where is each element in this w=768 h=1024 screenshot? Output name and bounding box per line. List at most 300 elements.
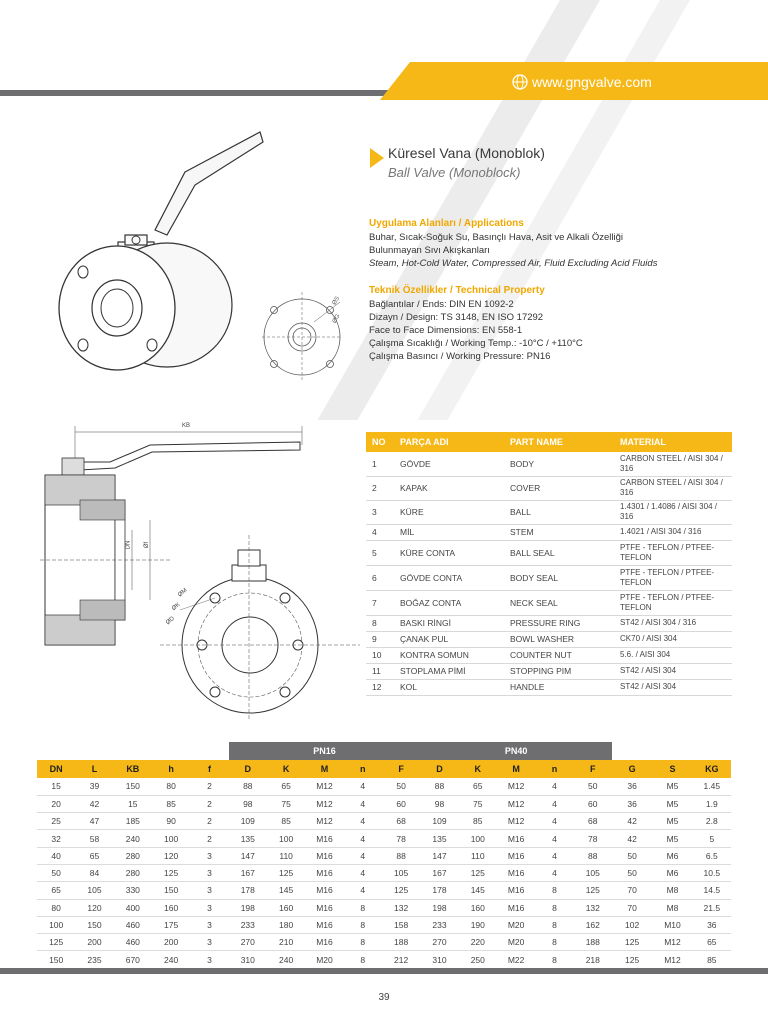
dims-cell: 4 xyxy=(344,778,382,795)
dims-cell: M20 xyxy=(497,934,535,951)
part-name-tr: KAPAK xyxy=(394,476,504,500)
dims-col-header: F xyxy=(382,760,420,778)
dims-cell: 85 xyxy=(459,813,497,830)
dims-cell: 212 xyxy=(382,951,420,968)
group-header-row xyxy=(37,742,731,760)
dims-cell: 240 xyxy=(114,830,152,847)
dims-cell: M12 xyxy=(497,778,535,795)
dimensions-table xyxy=(37,742,731,969)
part-name-tr: KOL xyxy=(394,679,504,695)
dims-cell: M8 xyxy=(652,882,692,899)
part-name-en: COVER xyxy=(504,476,614,500)
dims-cell: 109 xyxy=(420,813,458,830)
dims-cell: 160 xyxy=(152,899,190,916)
parts-row xyxy=(366,663,732,679)
dims-cell: 240 xyxy=(152,951,190,968)
dims-cell: 88 xyxy=(382,847,420,864)
dims-cell: 4 xyxy=(535,847,573,864)
dims-cell: 8 xyxy=(535,882,573,899)
dims-cell: 88 xyxy=(574,847,612,864)
dims-cell: 8 xyxy=(344,916,382,933)
dims-cell: M16 xyxy=(305,830,343,847)
dims-cell: 4 xyxy=(535,778,573,795)
dims-col-header: n xyxy=(344,760,382,778)
dims-cell: M12 xyxy=(497,813,535,830)
dims-cell: 2 xyxy=(190,813,228,830)
dims-cell: 80 xyxy=(152,778,190,795)
part-no: 12 xyxy=(366,679,394,695)
dims-cell: 21.5 xyxy=(693,899,731,916)
label-dn: DN xyxy=(125,540,132,550)
dims-cell: 68 xyxy=(574,813,612,830)
dims-cell: 218 xyxy=(574,951,612,968)
dims-col-header: K xyxy=(459,760,497,778)
dims-cell: 6.5 xyxy=(693,847,731,864)
dims-cell: M16 xyxy=(497,864,535,881)
dims-col-header: F xyxy=(574,760,612,778)
dims-cell: 4 xyxy=(344,882,382,899)
dims-cell: 65 xyxy=(459,778,497,795)
dims-cell: 198 xyxy=(229,899,267,916)
dims-cell: 125 xyxy=(267,864,305,881)
dims-cell: 42 xyxy=(75,795,113,812)
dims-cell: 47 xyxy=(75,813,113,830)
dims-cell: 84 xyxy=(75,864,113,881)
part-name-en: PRESSURE RING xyxy=(504,615,614,631)
part-name-tr: ÇANAK PUL xyxy=(394,631,504,647)
dims-cell: 15 xyxy=(114,795,152,812)
section-drawing xyxy=(40,420,360,720)
col-part-tr: PARÇA ADI xyxy=(394,432,504,452)
dims-cell: 3 xyxy=(190,847,228,864)
part-name-tr: BOĞAZ CONTA xyxy=(394,590,504,615)
label-ds: ØS xyxy=(331,295,342,307)
part-name-tr: KÜRE CONTA xyxy=(394,540,504,565)
dims-cell: 75 xyxy=(267,795,305,812)
dims-cell: M20 xyxy=(305,951,343,968)
dims-cell: M16 xyxy=(305,934,343,951)
dims-row xyxy=(37,882,731,899)
dims-row xyxy=(37,795,731,812)
dims-cell: M16 xyxy=(305,916,343,933)
applications-line-3: Steam, Hot-Cold Water, Compressed Air, Fluid Excluding Acid Fluids xyxy=(369,258,658,269)
dims-cell: 167 xyxy=(420,864,458,881)
dims-cell: 4 xyxy=(535,830,573,847)
part-name-tr: KONTRA SOMUN xyxy=(394,647,504,663)
dims-cell: M12 xyxy=(497,795,535,812)
dims-cell: 4 xyxy=(535,864,573,881)
part-no: 6 xyxy=(366,565,394,590)
dims-cell: 65 xyxy=(693,934,731,951)
dims-cell: M12 xyxy=(305,778,343,795)
technical-line: Çalışma Sıcaklığı / Working Temp.: -10°C / +110°C xyxy=(369,338,583,349)
dims-cell: 3 xyxy=(190,899,228,916)
dims-cell: 178 xyxy=(420,882,458,899)
dims-cell: 8 xyxy=(535,899,573,916)
dims-cell: 250 xyxy=(459,951,497,968)
part-name-tr: GÖVDE xyxy=(394,452,504,476)
technical-line: Bağlantılar / Ends: DIN EN 1092-2 xyxy=(369,299,514,310)
dims-row xyxy=(37,813,731,830)
dims-cell: 150 xyxy=(114,778,152,795)
dims-header-row xyxy=(37,760,731,778)
dims-col-header: D xyxy=(420,760,458,778)
dims-cell: 8 xyxy=(535,916,573,933)
dims-cell: 280 xyxy=(114,864,152,881)
dims-cell: 105 xyxy=(574,864,612,881)
applications-line-2: Bulunmayan Sıvı Akışkanları xyxy=(369,245,490,256)
parts-table-header xyxy=(366,432,732,452)
dims-row xyxy=(37,951,731,968)
dims-cell: 42 xyxy=(612,830,652,847)
dims-cell: 132 xyxy=(574,899,612,916)
dims-cell: 120 xyxy=(152,847,190,864)
dims-col-header: G xyxy=(612,760,652,778)
dims-cell: 58 xyxy=(75,830,113,847)
dims-cell: 670 xyxy=(114,951,152,968)
dims-cell: 132 xyxy=(382,899,420,916)
dims-cell: 70 xyxy=(612,882,652,899)
dims-cell: 105 xyxy=(75,882,113,899)
dims-cell: 270 xyxy=(229,934,267,951)
part-material: CK70 / AISI 304 xyxy=(614,631,732,647)
dims-cell: 10.5 xyxy=(693,864,731,881)
label-kb: KB xyxy=(182,423,191,429)
dims-cell: 1.45 xyxy=(693,778,731,795)
dims-row xyxy=(37,916,731,933)
dims-cell: 4 xyxy=(535,813,573,830)
dims-cell: 36 xyxy=(612,778,652,795)
parts-row xyxy=(366,647,732,663)
dims-row xyxy=(37,864,731,881)
part-name-tr: KÜRE xyxy=(394,500,504,524)
part-name-tr: GÖVDE CONTA xyxy=(394,565,504,590)
title-turkish: Küresel Vana (Monoblok) xyxy=(388,145,545,161)
dims-cell: 50 xyxy=(37,864,75,881)
dims-cell: M16 xyxy=(497,830,535,847)
dims-cell: 188 xyxy=(382,934,420,951)
title-english: Ball Valve (Monoblock) xyxy=(388,165,521,180)
parts-row xyxy=(366,590,732,615)
dims-col-header: KB xyxy=(114,760,152,778)
globe-icon xyxy=(512,74,528,90)
dims-cell: 4 xyxy=(344,864,382,881)
dims-col-header: f xyxy=(190,760,228,778)
dims-cell: 88 xyxy=(420,778,458,795)
dims-cell: 65 xyxy=(75,847,113,864)
dims-cell: 147 xyxy=(229,847,267,864)
dims-cell: 310 xyxy=(420,951,458,968)
dims-cell: 85 xyxy=(693,951,731,968)
dims-cell: 40 xyxy=(37,847,75,864)
dims-cell: 8 xyxy=(344,934,382,951)
dims-cell: 50 xyxy=(612,847,652,864)
dims-cell: 32 xyxy=(37,830,75,847)
dims-cell: 158 xyxy=(382,916,420,933)
dims-cell: 330 xyxy=(114,882,152,899)
dims-cell: 65 xyxy=(37,882,75,899)
label-dk: ØK xyxy=(171,601,182,613)
part-no: 7 xyxy=(366,590,394,615)
parts-row xyxy=(366,679,732,695)
dims-row xyxy=(37,847,731,864)
dims-cell: 36 xyxy=(693,916,731,933)
dims-cell: M10 xyxy=(652,916,692,933)
dims-cell: 200 xyxy=(75,934,113,951)
dims-cell: 460 xyxy=(114,934,152,951)
dims-cell: 125 xyxy=(574,882,612,899)
part-name-en: COUNTER NUT xyxy=(504,647,614,663)
dims-cell: M20 xyxy=(497,916,535,933)
dims-cell: 178 xyxy=(229,882,267,899)
page-number: 39 xyxy=(378,992,390,1003)
end-view-drawing xyxy=(262,292,342,382)
part-material: 1.4021 / AISI 304 / 316 xyxy=(614,524,732,540)
technical-line: Face to Face Dimensions: EN 558-1 xyxy=(369,325,523,336)
dims-cell: 98 xyxy=(420,795,458,812)
part-name-tr: MİL xyxy=(394,524,504,540)
dims-cell: 80 xyxy=(37,899,75,916)
dims-cell: 3 xyxy=(190,882,228,899)
dims-cell: 68 xyxy=(382,813,420,830)
dims-cell: 185 xyxy=(114,813,152,830)
dims-cell: 150 xyxy=(75,916,113,933)
dims-cell: M5 xyxy=(652,795,692,812)
dims-cell: M12 xyxy=(652,934,692,951)
dims-cell: M12 xyxy=(305,795,343,812)
dims-cell: 60 xyxy=(574,795,612,812)
dims-cell: M5 xyxy=(652,813,692,830)
dims-cell: 88 xyxy=(229,778,267,795)
dims-cell: 188 xyxy=(574,934,612,951)
dims-cell: 400 xyxy=(114,899,152,916)
website-url[interactable]: www.gngvalve.com xyxy=(532,74,652,90)
dims-cell: 180 xyxy=(267,916,305,933)
brand-website[interactable] xyxy=(512,70,652,94)
part-no: 5 xyxy=(366,540,394,565)
dims-cell: 167 xyxy=(229,864,267,881)
dims-cell: 135 xyxy=(229,830,267,847)
col-no: NO xyxy=(366,432,394,452)
dims-cell: 85 xyxy=(152,795,190,812)
dims-cell: 25 xyxy=(37,813,75,830)
parts-row xyxy=(366,565,732,590)
part-no: 2 xyxy=(366,476,394,500)
part-name-en: STEM xyxy=(504,524,614,540)
dims-col-header: KG xyxy=(693,760,731,778)
dims-cell: M12 xyxy=(652,951,692,968)
dims-cell: 3 xyxy=(190,934,228,951)
dims-cell: 98 xyxy=(229,795,267,812)
dims-cell: 310 xyxy=(229,951,267,968)
title-arrow-icon xyxy=(370,148,384,168)
dims-col-header: M xyxy=(497,760,535,778)
part-no: 8 xyxy=(366,615,394,631)
dims-cell: 120 xyxy=(75,899,113,916)
part-name-en: BODY SEAL xyxy=(504,565,614,590)
group-pn16: PN16 xyxy=(229,742,421,760)
technical-line: Dizayn / Design: TS 3148, EN ISO 17292 xyxy=(369,312,544,323)
valve-illustration xyxy=(55,130,255,340)
part-material: CARBON STEEL / AISI 304 / 316 xyxy=(614,452,732,476)
part-material: PTFE - TEFLON / PTFEE-TEFLON xyxy=(614,590,732,615)
applications-heading: Uygulama Alanları / Applications xyxy=(369,218,524,229)
dims-col-header: DN xyxy=(37,760,75,778)
dims-cell: 200 xyxy=(152,934,190,951)
dims-cell: 175 xyxy=(152,916,190,933)
footer-bar xyxy=(0,968,768,974)
dims-cell: 3 xyxy=(190,916,228,933)
dims-cell: 125 xyxy=(382,882,420,899)
dims-cell: 39 xyxy=(75,778,113,795)
parts-row xyxy=(366,500,732,524)
dims-cell: 150 xyxy=(152,882,190,899)
part-name-en: BOWL WASHER xyxy=(504,631,614,647)
part-material: 5.6. / AISI 304 xyxy=(614,647,732,663)
dims-col-header: K xyxy=(267,760,305,778)
dims-row xyxy=(37,899,731,916)
dims-cell: 100 xyxy=(267,830,305,847)
part-material: CARBON STEEL / AISI 304 / 316 xyxy=(614,476,732,500)
technical-line: Çalışma Basıncı / Working Pressure: PN16 xyxy=(369,351,551,362)
dims-row xyxy=(37,934,731,951)
dims-cell: M16 xyxy=(497,882,535,899)
label-df: Øf xyxy=(144,541,151,549)
dims-col-header: D xyxy=(229,760,267,778)
parts-row xyxy=(366,476,732,500)
dims-cell: 4 xyxy=(344,813,382,830)
part-name-en: STOPPING PIM xyxy=(504,663,614,679)
dims-cell: 109 xyxy=(229,813,267,830)
dims-cell: 60 xyxy=(382,795,420,812)
part-no: 3 xyxy=(366,500,394,524)
parts-row xyxy=(366,615,732,631)
dims-cell: 2.8 xyxy=(693,813,731,830)
dims-cell: 125 xyxy=(612,934,652,951)
dims-cell: M6 xyxy=(652,847,692,864)
dims-cell: 78 xyxy=(574,830,612,847)
part-name-en: BODY xyxy=(504,452,614,476)
dims-cell: 147 xyxy=(420,847,458,864)
dims-cell: 233 xyxy=(229,916,267,933)
part-name-en: BALL xyxy=(504,500,614,524)
dims-cell: 2 xyxy=(190,795,228,812)
dims-cell: 78 xyxy=(382,830,420,847)
dims-cell: 36 xyxy=(612,795,652,812)
dims-cell: M16 xyxy=(305,882,343,899)
parts-row xyxy=(366,540,732,565)
dims-cell: 102 xyxy=(612,916,652,933)
dims-cell: 42 xyxy=(612,813,652,830)
label-dd: ØD xyxy=(165,615,176,627)
dims-cell: M16 xyxy=(305,864,343,881)
dims-cell: 50 xyxy=(612,864,652,881)
dims-col-header: M xyxy=(305,760,343,778)
dims-cell: 270 xyxy=(420,934,458,951)
dims-col-header: n xyxy=(535,760,573,778)
label-dm: ØM xyxy=(177,587,189,599)
part-no: 11 xyxy=(366,663,394,679)
dims-cell: 75 xyxy=(459,795,497,812)
dims-cell: 5 xyxy=(693,830,731,847)
dims-cell: 210 xyxy=(267,934,305,951)
dims-cell: 15 xyxy=(37,778,75,795)
dims-cell: 2 xyxy=(190,778,228,795)
part-name-en: NECK SEAL xyxy=(504,590,614,615)
technical-heading: Teknik Özellikler / Technical Property xyxy=(369,285,545,296)
dims-cell: M5 xyxy=(652,778,692,795)
dims-cell: 145 xyxy=(459,882,497,899)
dims-cell: 125 xyxy=(152,864,190,881)
dims-cell: 162 xyxy=(574,916,612,933)
dims-cell: 4 xyxy=(344,830,382,847)
dims-cell: M16 xyxy=(497,899,535,916)
part-name-tr: BASKI RİNGİ xyxy=(394,615,504,631)
dims-cell: 125 xyxy=(459,864,497,881)
part-material: 1.4301 / 1.4086 / AISI 304 / 316 xyxy=(614,500,732,524)
dims-cell: 8 xyxy=(535,934,573,951)
part-name-en: BALL SEAL xyxy=(504,540,614,565)
part-material: ST42 / AISI 304 xyxy=(614,663,732,679)
dims-cell: M5 xyxy=(652,830,692,847)
part-no: 9 xyxy=(366,631,394,647)
label-dg: ØG xyxy=(331,313,342,325)
dims-cell: 235 xyxy=(75,951,113,968)
dims-cell: 150 xyxy=(37,951,75,968)
parts-row xyxy=(366,631,732,647)
dims-cell: 4 xyxy=(344,795,382,812)
col-material: MATERIAL xyxy=(614,432,732,452)
parts-row xyxy=(366,524,732,540)
dims-col-header: S xyxy=(652,760,692,778)
dims-cell: 110 xyxy=(459,847,497,864)
dims-row xyxy=(37,830,731,847)
dims-cell: 3 xyxy=(190,951,228,968)
part-no: 10 xyxy=(366,647,394,663)
part-material: ST42 / AISI 304 / 316 xyxy=(614,615,732,631)
part-name-tr: STOPLAMA PİMİ xyxy=(394,663,504,679)
dims-cell: 8 xyxy=(344,951,382,968)
part-material: PTFE - TEFLON / PTFEE-TEFLON xyxy=(614,565,732,590)
dims-cell: 125 xyxy=(37,934,75,951)
applications-line-1: Buhar, Sıcak-Soğuk Su, Basınçlı Hava, Asit ve Alkali Özelliği xyxy=(369,232,623,243)
group-pn40: PN40 xyxy=(420,742,612,760)
dims-cell: 85 xyxy=(267,813,305,830)
dims-cell: 2 xyxy=(190,830,228,847)
part-no: 4 xyxy=(366,524,394,540)
dims-cell: 220 xyxy=(459,934,497,951)
dims-cell: 8 xyxy=(344,899,382,916)
dims-cell: 240 xyxy=(267,951,305,968)
dims-cell: M8 xyxy=(652,899,692,916)
dims-cell: 160 xyxy=(459,899,497,916)
col-part-en: PART NAME xyxy=(504,432,614,452)
dims-cell: 1.9 xyxy=(693,795,731,812)
dims-col-header: L xyxy=(75,760,113,778)
dims-cell: 100 xyxy=(459,830,497,847)
dims-cell: 50 xyxy=(382,778,420,795)
dims-cell: 70 xyxy=(612,899,652,916)
part-name-en: HANDLE xyxy=(504,679,614,695)
dims-cell: 8 xyxy=(535,951,573,968)
dims-cell: 160 xyxy=(267,899,305,916)
dims-cell: 4 xyxy=(535,795,573,812)
dims-row xyxy=(37,778,731,795)
dims-cell: 135 xyxy=(420,830,458,847)
dims-cell: M22 xyxy=(497,951,535,968)
dims-cell: 50 xyxy=(574,778,612,795)
dims-cell: 110 xyxy=(267,847,305,864)
